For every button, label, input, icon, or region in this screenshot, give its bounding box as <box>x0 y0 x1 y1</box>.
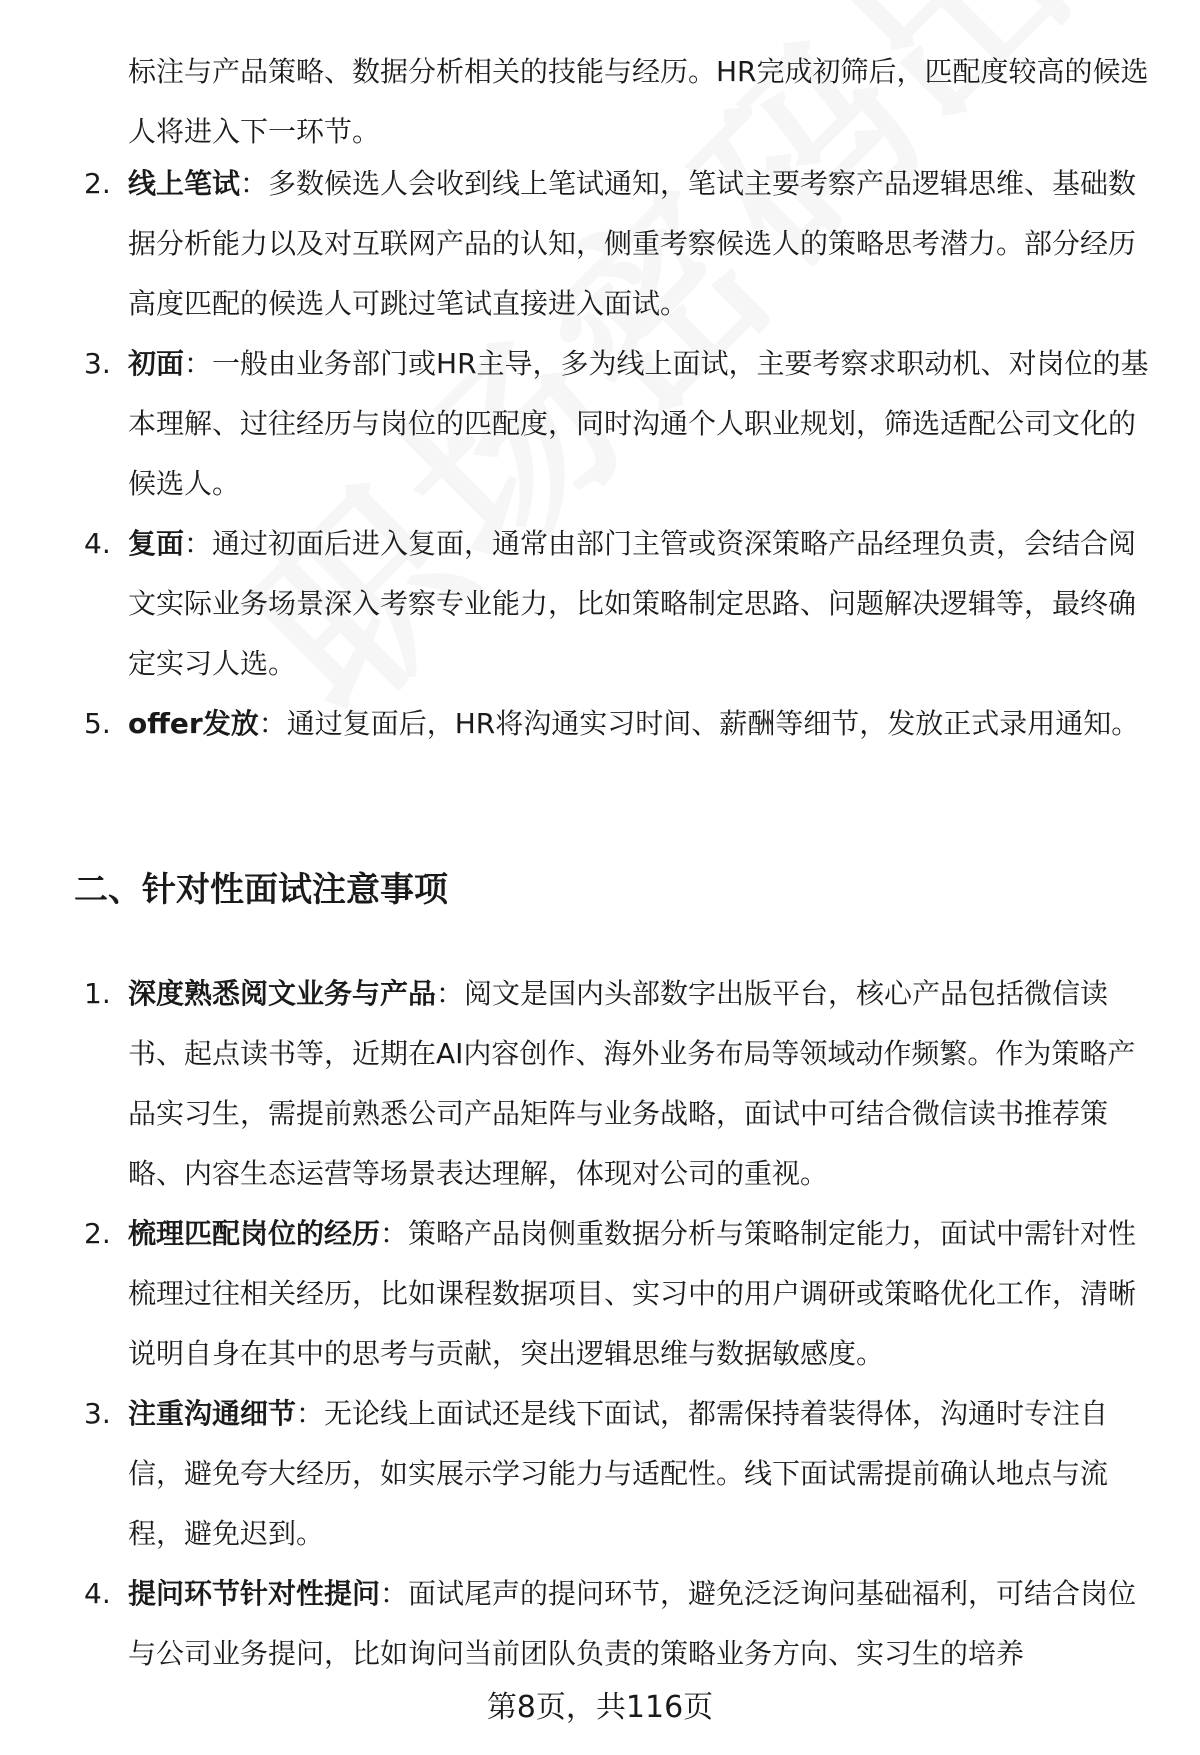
list-item <box>0 1384 1200 1564</box>
item-text: 无论线上面试还是线下面试，都需保持着装得体，沟通时专注自信，避免夸大经历，如实展示学习能力与适配性。线下面试需提前确认地点与流程，避免迟到。 <box>128 1397 1109 1550</box>
list-item <box>0 1204 1200 1384</box>
item-number: 1. <box>84 977 111 1010</box>
list-item <box>0 1564 1200 1684</box>
item-term: offer发放 <box>128 707 259 740</box>
item-separator: ： <box>380 1217 409 1250</box>
page-number-footer: 第8页，共116页 <box>486 1690 714 1725</box>
item-text: 通过复面后，HR将沟通实习时间、薪酬等细节，发放正式录用通知。 <box>286 707 1140 740</box>
item-term: 线上笔试 <box>128 167 241 200</box>
item-term: 梳理匹配岗位的经历 <box>128 1217 381 1250</box>
item-term: 深度熟悉阅文业务与产品 <box>128 977 437 1010</box>
section-title: 二、针对性面试注意事项 <box>74 870 448 910</box>
item-term: 初面 <box>128 347 185 380</box>
item-number: 3. <box>84 347 111 380</box>
item-separator: ： <box>380 1577 409 1610</box>
item-text: 阅文是国内头部数字出版平台，核心产品包括微信读书、起点读书等，近期在AI内容创作、海外业务布局等领域动作频繁。作为策略产品实习生，需提前熟悉公司产品矩阵与业务战略，面试中可结合微信读书推荐策略、内容生态运营等场景表达理解，体现对公司的重视。 <box>128 977 1136 1190</box>
item-number: 5. <box>84 707 111 740</box>
list-item <box>0 154 1200 334</box>
item-term: 注重沟通细节 <box>128 1397 297 1430</box>
item-number: 4. <box>84 527 111 560</box>
item-text: 策略产品岗侧重数据分析与策略制定能力，面试中需针对性梳理过往相关经历，比如课程数据项目、实习中的用户调研或策略优化工作，清晰说明自身在其中的思考与贡献，突出逻辑思维与数据敏感度。 <box>128 1217 1137 1370</box>
intro-paragraph: 标注与产品策略、数据分析相关的技能与经历。HR完成初筛后，匹配度较高的候选人将进入下一环节。 <box>128 55 1149 148</box>
item-number: 3. <box>84 1397 111 1430</box>
item-term: 提问环节针对性提问 <box>128 1577 381 1610</box>
item-number: 2. <box>84 167 111 200</box>
item-text: 通过初面后进入复面，通常由部门主管或资深策略产品经理负责，会结合阅文实际业务场景深入考察专业能力，比如策略制定思路、问题解决逻辑等，最终确定实习人选。 <box>128 527 1137 680</box>
item-text: 一般由业务部门或HR主导，多为线上面试，主要考察求职动机、对岗位的基本理解、过往经历与岗位的匹配度，同时沟通个人职业规划，筛选适配公司文化的候选人。 <box>128 347 1149 500</box>
item-separator: ： <box>184 527 213 560</box>
list-item <box>0 514 1200 694</box>
item-separator: ： <box>258 707 287 740</box>
item-separator: ： <box>296 1397 325 1430</box>
item-text: 多数候选人会收到线上笔试通知，笔试主要考察产品逻辑思维、基础数据分析能力以及对互联网产品的认知，侧重考察候选人的策略思考潜力。部分经历高度匹配的候选人可跳过笔试直接进入面试。 <box>128 167 1137 320</box>
item-number: 2. <box>84 1217 111 1250</box>
item-number: 4. <box>84 1577 111 1610</box>
item-text: 面试尾声的提问环节，避免泛泛询问基础福利，可结合岗位与公司业务提问，比如询问当前团队负责的策略业务方向、实习生的培养 <box>128 1577 1137 1670</box>
list-item <box>0 334 1200 514</box>
list-item <box>0 694 1200 754</box>
item-separator: ： <box>240 167 269 200</box>
item-separator: ： <box>184 347 213 380</box>
item-term: 复面 <box>128 527 185 560</box>
interview-tips-list <box>0 964 1200 1684</box>
list-item <box>0 964 1200 1204</box>
item-separator: ： <box>436 977 465 1010</box>
process-steps-list <box>0 154 1200 754</box>
